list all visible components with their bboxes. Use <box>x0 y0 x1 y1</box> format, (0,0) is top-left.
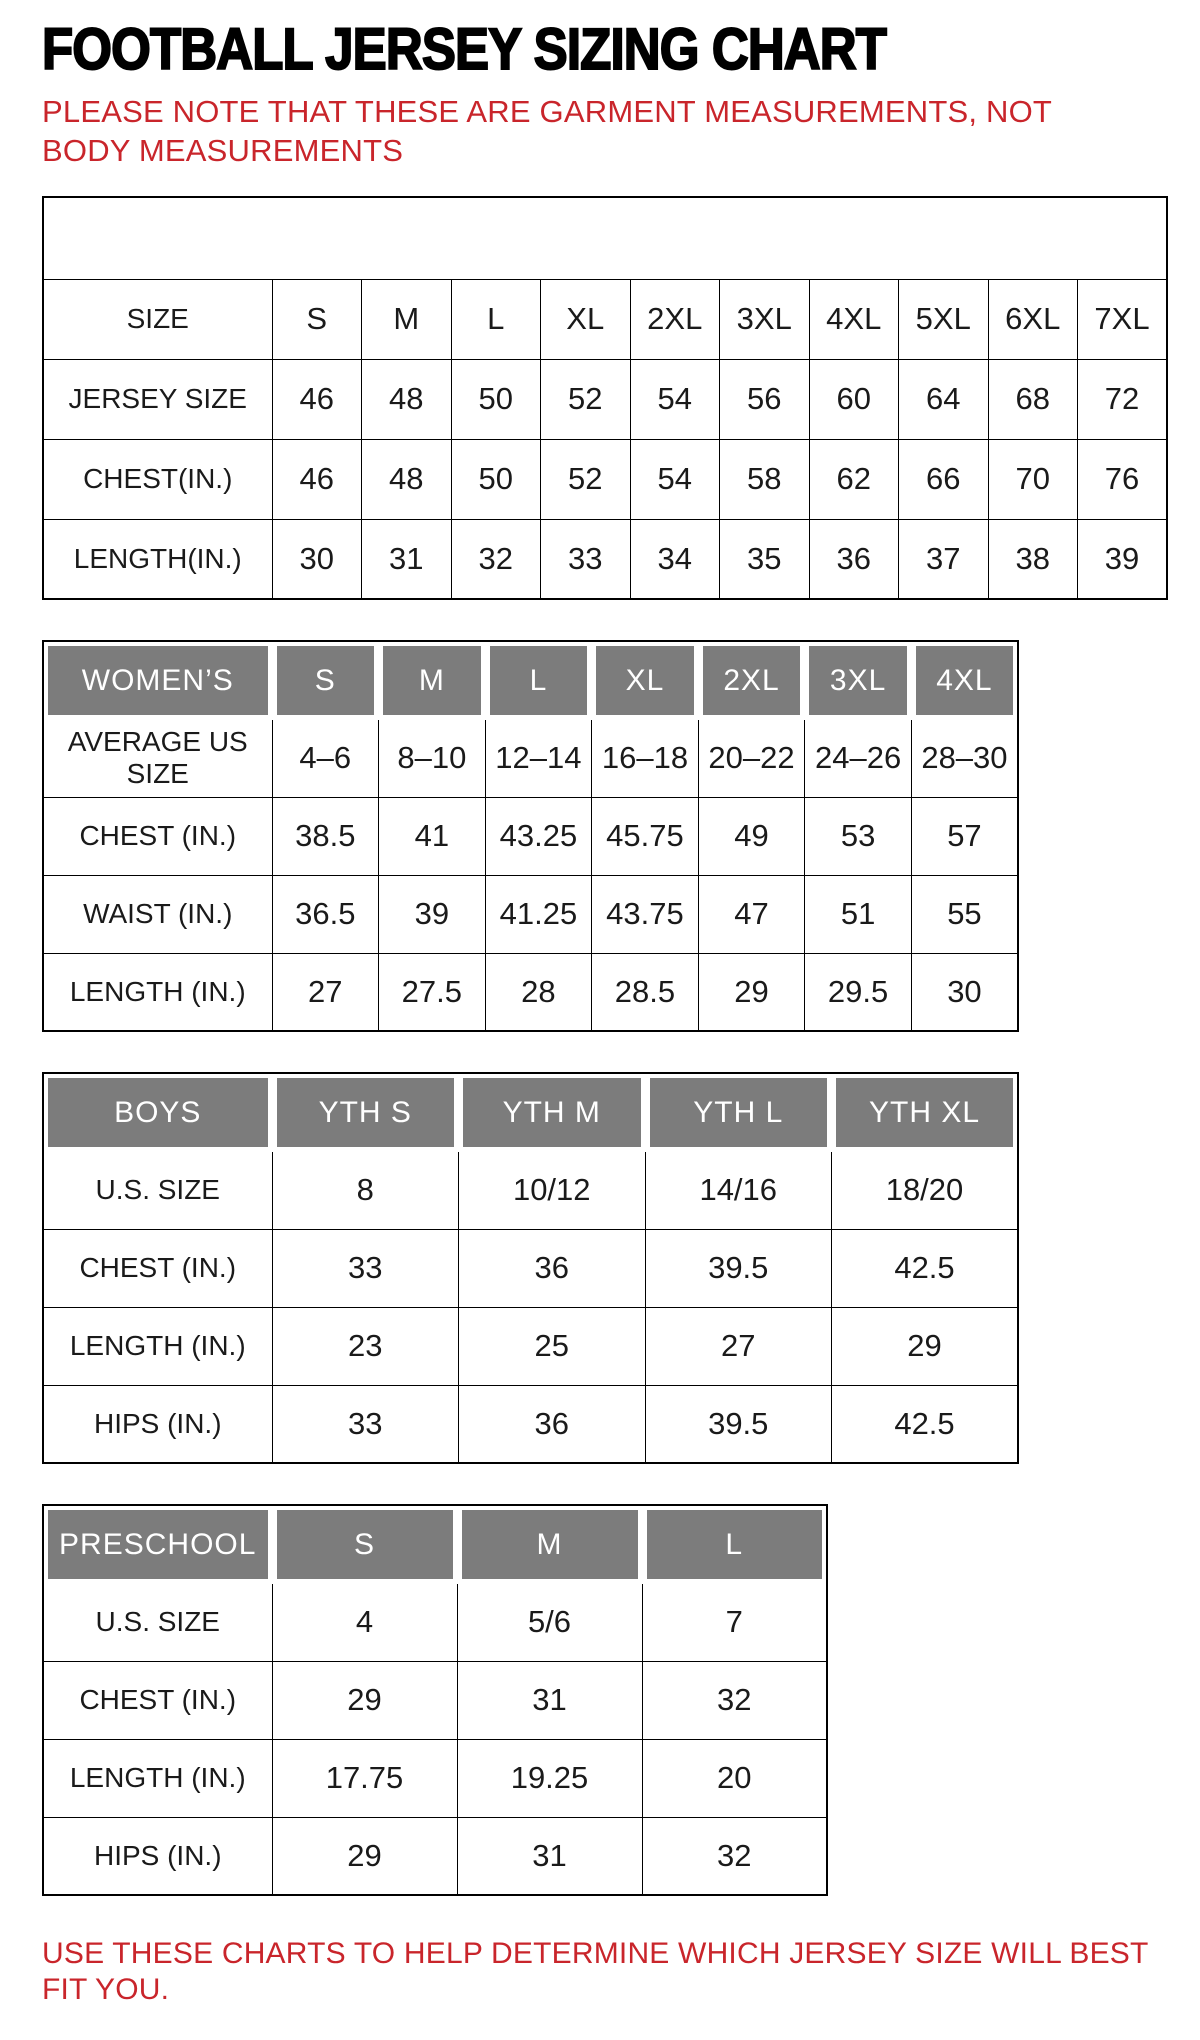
row-label: U.S. SIZE <box>43 1151 272 1229</box>
cell-value: 7XL <box>1078 279 1168 359</box>
cell-value: 31 <box>457 1661 642 1739</box>
cell-value: 10/12 <box>459 1151 646 1229</box>
boys-table-body <box>43 1151 1018 1463</box>
header-cell-text: YTH S <box>277 1078 455 1147</box>
cell-value: 12–14 <box>485 719 592 797</box>
cell-value: 4–6 <box>272 719 379 797</box>
header-cell-text: YTH XL <box>836 1078 1013 1147</box>
header-cell-text: S <box>277 646 375 715</box>
cell-value: 46 <box>272 439 362 519</box>
table-title-cell <box>43 1073 272 1151</box>
mens-table-title: MEN’S AUTHENTIC JERSEYS <box>43 197 1167 279</box>
cell-value: 70 <box>988 439 1078 519</box>
cell-value: 54 <box>630 439 720 519</box>
row-label: CHEST (IN.) <box>43 1229 272 1307</box>
cell-value: 32 <box>451 519 541 599</box>
cell-value: 18/20 <box>832 1151 1019 1229</box>
row-label: HIPS (IN.) <box>43 1385 272 1463</box>
size-header-cell <box>272 1505 457 1583</box>
table-row <box>43 1817 827 1895</box>
header-cell-text: XL <box>596 646 694 715</box>
cell-value: 37 <box>899 519 989 599</box>
header-cell-text: 2XL <box>703 646 801 715</box>
cell-value: 8 <box>272 1151 459 1229</box>
cell-value: 33 <box>272 1229 459 1307</box>
cell-value: 57 <box>911 797 1018 875</box>
cell-value: 28.5 <box>592 953 699 1031</box>
cell-value: 17.75 <box>272 1739 457 1817</box>
womens-table-header-row <box>43 641 1018 719</box>
cell-value: 6XL <box>988 279 1078 359</box>
cell-value: 24–26 <box>805 719 912 797</box>
cell-value: 52 <box>541 439 631 519</box>
cell-value: 33 <box>541 519 631 599</box>
preschool-sizing-table <box>42 1504 828 1896</box>
cell-value: 35 <box>720 519 810 599</box>
cell-value: 3XL <box>720 279 810 359</box>
header-cell-text: YTH M <box>463 1078 641 1147</box>
table-row <box>43 1739 827 1817</box>
cell-value: XL <box>541 279 631 359</box>
cell-value: 43.25 <box>485 797 592 875</box>
cell-value: 32 <box>642 1817 827 1895</box>
size-header-cell <box>485 641 592 719</box>
cell-value: 19.25 <box>457 1739 642 1817</box>
cell-value: 45.75 <box>592 797 699 875</box>
cell-value: 41.25 <box>485 875 592 953</box>
table-row <box>43 1385 1018 1463</box>
table-row <box>43 519 1167 599</box>
womens-table-body <box>43 719 1018 1031</box>
row-label: JERSEY SIZE <box>43 359 272 439</box>
cell-value: 66 <box>899 439 989 519</box>
cell-value: 5XL <box>899 279 989 359</box>
cell-value: 54 <box>630 359 720 439</box>
cell-value: 2XL <box>630 279 720 359</box>
cell-value: 38.5 <box>272 797 379 875</box>
table-title-cell <box>43 1505 272 1583</box>
cell-value: 30 <box>911 953 1018 1031</box>
cell-value: 39.5 <box>645 1229 832 1307</box>
size-header-cell <box>698 641 805 719</box>
row-label: CHEST (IN.) <box>43 1661 272 1739</box>
cell-value: 62 <box>809 439 899 519</box>
cell-value: M <box>362 279 452 359</box>
cell-value: 33 <box>272 1385 459 1463</box>
size-header-cell <box>457 1505 642 1583</box>
cell-value: 38 <box>988 519 1078 599</box>
table-row <box>43 875 1018 953</box>
row-label: LENGTH (IN.) <box>43 953 272 1031</box>
header-cell-text: 3XL <box>809 646 907 715</box>
cell-value: 28 <box>485 953 592 1031</box>
size-header-cell <box>379 641 486 719</box>
size-header-cell <box>459 1073 646 1151</box>
cell-value: 64 <box>899 359 989 439</box>
row-label: LENGTH (IN.) <box>43 1739 272 1817</box>
cell-value: 39 <box>379 875 486 953</box>
table-row <box>43 1229 1018 1307</box>
size-header-cell <box>642 1505 827 1583</box>
boys-table-header-row <box>43 1073 1018 1151</box>
table-row <box>43 1661 827 1739</box>
cell-value: 23 <box>272 1307 459 1385</box>
cell-value: 31 <box>457 1817 642 1895</box>
cell-value: 31 <box>362 519 452 599</box>
size-header-cell <box>645 1073 832 1151</box>
cell-value: 36 <box>809 519 899 599</box>
cell-value: 46 <box>272 359 362 439</box>
row-label: HIPS (IN.) <box>43 1817 272 1895</box>
cell-value: 30 <box>272 519 362 599</box>
header-cell-text: PRESCHOOL <box>48 1510 268 1579</box>
cell-value: 29 <box>272 1817 457 1895</box>
cell-value: 32 <box>642 1661 827 1739</box>
row-label: CHEST (IN.) <box>43 797 272 875</box>
preschool-table-header-row <box>43 1505 827 1583</box>
preschool-table-body <box>43 1583 827 1895</box>
header-cell-text: S <box>277 1510 453 1579</box>
cell-value: 5/6 <box>457 1583 642 1661</box>
cell-value: 42.5 <box>832 1385 1019 1463</box>
row-label: WAIST (IN.) <box>43 875 272 953</box>
mens-authentic-jerseys-table <box>42 196 1168 600</box>
header-cell-text: L <box>647 1510 823 1579</box>
table-row <box>43 1583 827 1661</box>
footer-note: USE THESE CHARTS TO HELP DETERMINE WHICH JERSEY SIZE WILL BEST FIT YOU. <box>42 1937 1148 2007</box>
cell-value: 41 <box>379 797 486 875</box>
cell-value: 25 <box>459 1307 646 1385</box>
row-label: LENGTH (IN.) <box>43 1307 272 1385</box>
cell-value: 51 <box>805 875 912 953</box>
cell-value: 36 <box>459 1229 646 1307</box>
cell-value: 29 <box>272 1661 457 1739</box>
table-row <box>43 953 1018 1031</box>
cell-value: 28–30 <box>911 719 1018 797</box>
cell-value: 27.5 <box>379 953 486 1031</box>
table-row <box>43 719 1018 797</box>
cell-value: 60 <box>809 359 899 439</box>
table-row <box>43 1307 1018 1385</box>
header-cell-text: M <box>462 1510 638 1579</box>
cell-value: 29.5 <box>805 953 912 1031</box>
cell-value: 16–18 <box>592 719 699 797</box>
table-row <box>43 1151 1018 1229</box>
size-header-cell <box>911 641 1018 719</box>
row-label: SIZE <box>43 279 272 359</box>
cell-value: 52 <box>541 359 631 439</box>
cell-value: 58 <box>720 439 810 519</box>
size-header-cell <box>805 641 912 719</box>
cell-value: 47 <box>698 875 805 953</box>
cell-value: 55 <box>911 875 1018 953</box>
cell-value: 50 <box>451 359 541 439</box>
measurement-note: PLEASE NOTE THAT THESE ARE GARMENT MEASUREMENTS, NOT BODY MEASUREMENTS <box>42 93 1052 168</box>
row-label: U.S. SIZE <box>43 1583 272 1661</box>
cell-value: 42.5 <box>832 1229 1019 1307</box>
cell-value: S <box>272 279 362 359</box>
cell-value: 39 <box>1078 519 1168 599</box>
cell-value: 8–10 <box>379 719 486 797</box>
size-header-cell <box>272 641 379 719</box>
cell-value: 7 <box>642 1583 827 1661</box>
cell-value: 68 <box>988 359 1078 439</box>
cell-value: 20 <box>642 1739 827 1817</box>
cell-value: 36.5 <box>272 875 379 953</box>
cell-value: 4 <box>272 1583 457 1661</box>
size-header-cell <box>592 641 699 719</box>
table-row <box>43 359 1167 439</box>
cell-value: 53 <box>805 797 912 875</box>
boys-sizing-table <box>42 1072 1019 1464</box>
cell-value: 14/16 <box>645 1151 832 1229</box>
cell-value: 76 <box>1078 439 1168 519</box>
cell-value: 34 <box>630 519 720 599</box>
cell-value: 43.75 <box>592 875 699 953</box>
cell-value: 48 <box>362 359 452 439</box>
row-label: CHEST(IN.) <box>43 439 272 519</box>
cell-value: 49 <box>698 797 805 875</box>
mens-table-title-row <box>43 197 1167 279</box>
cell-value: 56 <box>720 359 810 439</box>
header-cell-text: L <box>490 646 588 715</box>
table-title-cell <box>43 641 272 719</box>
cell-value: 50 <box>451 439 541 519</box>
table-row <box>43 439 1167 519</box>
mens-table-body <box>43 279 1167 599</box>
womens-sizing-table <box>42 640 1019 1032</box>
cell-value: 48 <box>362 439 452 519</box>
page-title <box>42 17 1158 82</box>
cell-value: 29 <box>698 953 805 1031</box>
row-label: AVERAGE US SIZE <box>43 719 272 797</box>
cell-value: 29 <box>832 1307 1019 1385</box>
size-header-cell <box>272 1073 459 1151</box>
cell-value: L <box>451 279 541 359</box>
table-row <box>43 279 1167 359</box>
cell-value: 4XL <box>809 279 899 359</box>
cell-value: 72 <box>1078 359 1168 439</box>
size-header-cell <box>832 1073 1019 1151</box>
header-cell-text: YTH L <box>650 1078 828 1147</box>
header-cell-text: M <box>383 646 481 715</box>
page-title-text: FOOTBALL JERSEY SIZING CHART <box>42 17 887 82</box>
cell-value: 27 <box>272 953 379 1031</box>
cell-value: 39.5 <box>645 1385 832 1463</box>
header-cell-text: 4XL <box>916 646 1013 715</box>
header-cell-text: BOYS <box>48 1078 268 1147</box>
cell-value: 36 <box>459 1385 646 1463</box>
cell-value: 20–22 <box>698 719 805 797</box>
header-cell-text: WOMEN’S <box>48 646 268 715</box>
table-row <box>43 797 1018 875</box>
row-label: LENGTH(IN.) <box>43 519 272 599</box>
cell-value: 27 <box>645 1307 832 1385</box>
